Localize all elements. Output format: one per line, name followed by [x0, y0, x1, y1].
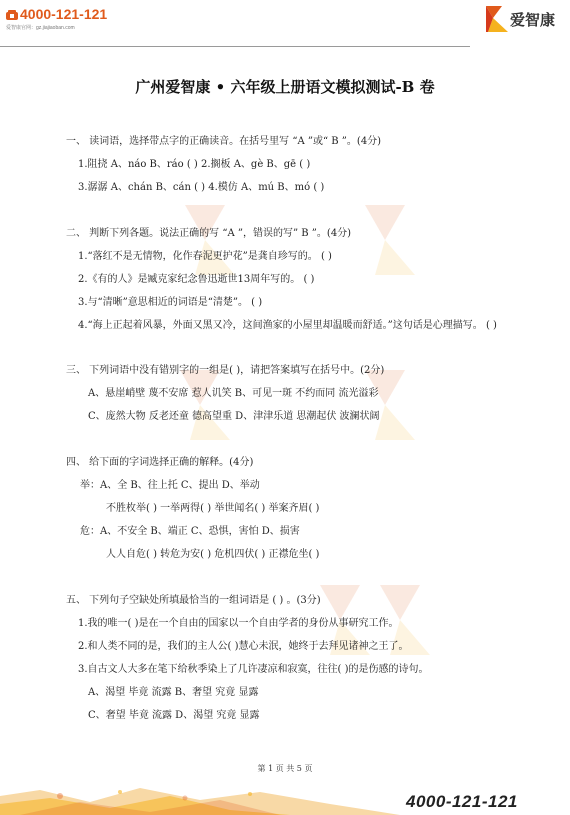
phone-icon: [6, 10, 18, 21]
question-line: 1.我的唯一( )是在一个自由的国家以一个自由学者的身份从事研究工作。: [78, 618, 399, 629]
question-line: 举：A、全 B、往上托 C、提出 D、举动: [80, 480, 260, 491]
header-divider: [0, 46, 470, 47]
question-line: 4.“海上正起着风暴，外面又黑又冷，这间渔家的小屋里却温暖而舒适。”这句话是心理描写。 ( ): [78, 320, 497, 331]
question-heading: 四、 给下面的字词选择正确的解释。(4分): [66, 457, 254, 468]
question-line: 2.《有的人》是臧克家纪念鲁迅逝世13周年写的。 ( ): [78, 274, 315, 285]
question-line: 3.与“清晰”意思相近的词语是“清楚”。 ( ): [78, 297, 263, 308]
option-line: A、悬崖峭壁 蔑不安席 惹人讥笑 B、可见一斑 不约而同 流光溢彩: [88, 388, 379, 399]
question-heading: 一、 读词语，选择带点字的正确读音。在括号里写 “A ”或“ B ”。(4分): [66, 136, 382, 147]
page-title: 广州爱智康 • 六年级上册语文模拟测试-B 卷: [135, 78, 435, 96]
header-phone: 4000-121-121: [20, 6, 108, 22]
footer-phone: 4000-121-121: [406, 792, 518, 811]
option-line: C、庞然大物 反老还童 德高望重 D、津津乐道 思潮起伏 波澜状阔: [88, 411, 380, 422]
question-line: 2.和人类不同的是，我们的主人公( )慧心未泯，她终于去拜见诸神之王了。: [78, 641, 409, 652]
question-line: 不胜枚举( ) 一举两得( ) 举世闻名( ) 举案齐眉( ): [106, 503, 320, 514]
question-heading: 五、 下列句子空缺处所填最恰当的一组词语是 ( ) 。(3分): [66, 595, 321, 606]
question-line: 危：A、不安全 B、端正 C、恐惧，害怕 D、损害: [80, 526, 300, 537]
question-line: 3.自古文人大多在笔下给秋季染上了几许凄凉和寂寞，往往( )的是伤感的诗句。: [78, 664, 429, 675]
question-line: 1.阻挠 A、náo B、ráo ( ) 2.搁板 A、gè B、gē ( ): [78, 159, 311, 170]
option-line: A、渴望 毕竟 流露 B、奢望 究竟 显露: [88, 687, 259, 698]
brand-logo-text: 爱智康: [510, 11, 556, 29]
question-line: 人人自危( ) 转危为安( ) 危机四伏( ) 正襟危坐( ): [106, 549, 320, 560]
question-heading: 三、 下列词语中没有错别字的一组是( )，请把答案填写在括号中。(2分): [66, 365, 385, 376]
question-line: 3.潺潺 A、chán B、cán ( ) 4.模仿 A、mú B、mó ( ): [78, 182, 325, 193]
watermark-logo: [355, 195, 445, 285]
question-line: 1.“落红不是无情物，化作春泥更护花”是龚自珍写的。 ( ): [78, 251, 332, 262]
page-number: 第 1 页 共 5 页: [257, 764, 313, 773]
option-line: C、奢望 毕竟 流露 D、渴望 究竟 显露: [88, 710, 260, 721]
brand-logo-icon: [486, 6, 508, 32]
question-heading: 二、 判断下列各题。说法正确的写 “A ”，错误的写” B ”。(4分): [66, 228, 352, 239]
header-url: 爱智康官网：gz.jiajiaoban.com: [6, 25, 75, 31]
